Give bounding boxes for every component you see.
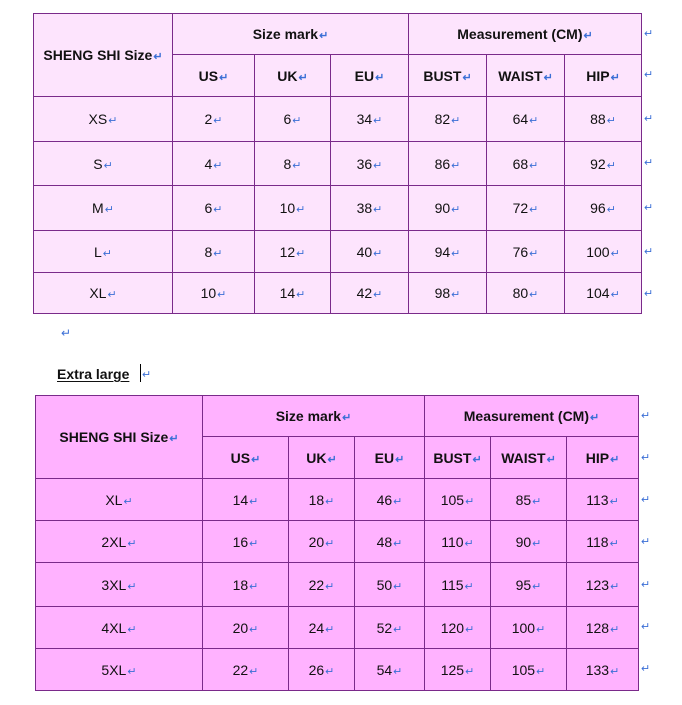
cell-us: 4↵ — [173, 142, 255, 186]
cell-size: 2XL↵ — [36, 521, 203, 563]
row-end-mark: ↵ — [641, 663, 651, 675]
col-header-bust: BUST↵ — [409, 55, 487, 97]
cell-uk: 26↵ — [289, 649, 355, 691]
cell-uk: 14↵ — [255, 273, 331, 314]
cell-uk: 12↵ — [255, 231, 331, 273]
cell-us: 20↵ — [203, 607, 289, 649]
col-header-eu: EU↵ — [355, 437, 425, 479]
cell-size: XS↵ — [34, 97, 173, 142]
cell-eu: 52↵ — [355, 607, 425, 649]
row-end-mark: ↵ — [644, 28, 654, 40]
cell-size: XL↵ — [36, 479, 203, 521]
cell-size: 4XL↵ — [36, 607, 203, 649]
row-end-mark: ↵ — [644, 246, 654, 258]
size-table-extra-large — [35, 395, 639, 691]
cell-uk: 22↵ — [289, 563, 355, 607]
cell-waist: 80↵ — [487, 273, 565, 314]
cell-bust: 115↵ — [425, 563, 491, 607]
cell-eu: 48↵ — [355, 521, 425, 563]
cell-hip: 88↵ — [565, 97, 642, 142]
cell-us: 6↵ — [173, 186, 255, 231]
cell-uk: 6↵ — [255, 97, 331, 142]
cell-uk: 8↵ — [255, 142, 331, 186]
cell-uk: 10↵ — [255, 186, 331, 231]
table-row — [34, 273, 642, 314]
cell-eu: 36↵ — [331, 142, 409, 186]
cell-size: 3XL↵ — [36, 563, 203, 607]
measurement-header: Measurement (CM)↵ — [425, 396, 639, 437]
row-end-mark: ↵ — [644, 113, 654, 125]
cell-waist: 95↵ — [491, 563, 567, 607]
size-mark-header: Size mark↵ — [203, 396, 425, 437]
cell-hip: 118↵ — [567, 521, 639, 563]
cell-hip: 133↵ — [567, 649, 639, 691]
cell-waist: 105↵ — [491, 649, 567, 691]
cell-hip: 92↵ — [565, 142, 642, 186]
paragraph-mark: ↵ — [61, 326, 72, 340]
cell-uk: 24↵ — [289, 607, 355, 649]
cell-us: 18↵ — [203, 563, 289, 607]
cell-hip: 100↵ — [565, 231, 642, 273]
table-row — [36, 607, 639, 649]
size-table-standard — [33, 13, 642, 314]
cell-eu: 54↵ — [355, 649, 425, 691]
cell-us: 8↵ — [173, 231, 255, 273]
table-row — [36, 521, 639, 563]
cell-eu: 46↵ — [355, 479, 425, 521]
cell-us: 22↵ — [203, 649, 289, 691]
cell-eu: 38↵ — [331, 186, 409, 231]
col-header-us: US↵ — [173, 55, 255, 97]
cell-us: 10↵ — [173, 273, 255, 314]
col-header-waist: WAIST↵ — [491, 437, 567, 479]
table-row — [36, 563, 639, 607]
cell-hip: 128↵ — [567, 607, 639, 649]
row-end-mark: ↵ — [641, 494, 651, 506]
cell-waist: 68↵ — [487, 142, 565, 186]
row-end-mark: ↵ — [641, 579, 651, 591]
table-row — [34, 231, 642, 273]
row-end-mark: ↵ — [641, 621, 651, 633]
cell-bust: 82↵ — [409, 97, 487, 142]
row-end-mark: ↵ — [644, 202, 654, 214]
cell-eu: 50↵ — [355, 563, 425, 607]
col-header-uk: UK↵ — [255, 55, 331, 97]
col-header-eu: EU↵ — [331, 55, 409, 97]
cell-bust: 90↵ — [409, 186, 487, 231]
col-header-bust: BUST↵ — [425, 437, 491, 479]
cell-waist: 90↵ — [491, 521, 567, 563]
table-row — [34, 186, 642, 231]
row-end-mark: ↵ — [644, 288, 654, 300]
cell-uk: 18↵ — [289, 479, 355, 521]
size-mark-header: Size mark↵ — [173, 14, 409, 55]
cell-eu: 40↵ — [331, 231, 409, 273]
cell-hip: 96↵ — [565, 186, 642, 231]
cell-us: 2↵ — [173, 97, 255, 142]
table-header-row — [34, 14, 642, 55]
cell-bust: 86↵ — [409, 142, 487, 186]
cell-bust: 125↵ — [425, 649, 491, 691]
table-header-row — [36, 396, 639, 437]
row-end-mark: ↵ — [641, 452, 651, 464]
size-label-header: SHENG SHI Size↵ — [34, 14, 173, 97]
cell-bust: 105↵ — [425, 479, 491, 521]
cell-uk: 20↵ — [289, 521, 355, 563]
row-end-mark: ↵ — [644, 157, 654, 169]
row-end-mark: ↵ — [641, 410, 651, 422]
col-header-uk: UK↵ — [289, 437, 355, 479]
cell-bust: 120↵ — [425, 607, 491, 649]
cell-us: 16↵ — [203, 521, 289, 563]
cell-bust: 94↵ — [409, 231, 487, 273]
cell-size: XL↵ — [34, 273, 173, 314]
cell-size: M↵ — [34, 186, 173, 231]
table-row — [36, 649, 639, 691]
cell-waist: 72↵ — [487, 186, 565, 231]
size-label-header: SHENG SHI Size↵ — [36, 396, 203, 479]
cell-waist: 100↵ — [491, 607, 567, 649]
cell-waist: 76↵ — [487, 231, 565, 273]
cell-bust: 110↵ — [425, 521, 491, 563]
cell-hip: 123↵ — [567, 563, 639, 607]
cell-size: 5XL↵ — [36, 649, 203, 691]
col-header-hip: HIP↵ — [567, 437, 639, 479]
measurement-header: Measurement (CM)↵ — [409, 14, 642, 55]
cell-waist: 85↵ — [491, 479, 567, 521]
row-end-mark: ↵ — [644, 69, 654, 81]
section-title: Extra large — [57, 366, 130, 382]
cell-hip: 113↵ — [567, 479, 639, 521]
col-header-waist: WAIST↵ — [487, 55, 565, 97]
table-row — [36, 479, 639, 521]
paragraph-mark: ↵ — [142, 369, 152, 381]
cell-waist: 64↵ — [487, 97, 565, 142]
cell-eu: 34↵ — [331, 97, 409, 142]
row-end-mark: ↵ — [641, 536, 651, 548]
cell-bust: 98↵ — [409, 273, 487, 314]
cell-size: L↵ — [34, 231, 173, 273]
cell-us: 14↵ — [203, 479, 289, 521]
cell-size: S↵ — [34, 142, 173, 186]
col-header-hip: HIP↵ — [565, 55, 642, 97]
cell-eu: 42↵ — [331, 273, 409, 314]
cell-hip: 104↵ — [565, 273, 642, 314]
text-cursor — [140, 364, 141, 382]
col-header-us: US↵ — [203, 437, 289, 479]
table-row — [34, 142, 642, 186]
table-row — [34, 97, 642, 142]
